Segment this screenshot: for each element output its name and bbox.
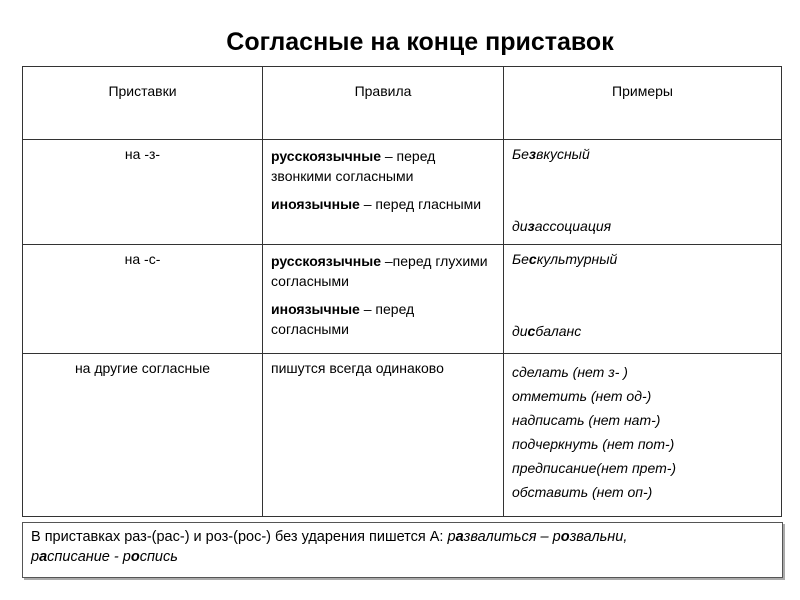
prefix-cell: на -с- bbox=[23, 245, 263, 354]
table-row bbox=[23, 245, 782, 354]
example-cell bbox=[504, 245, 782, 354]
table-row bbox=[23, 140, 782, 245]
rule-text: – перед звонкими согласными bbox=[271, 148, 436, 184]
note-text: В приставках раз-(рас-) и роз-(рос-) без ударения пишется А: bbox=[31, 529, 448, 545]
note-examples: развалиться – розвальни, расписание - роспись bbox=[31, 529, 628, 565]
example-word: сделать (нет з- ) bbox=[512, 364, 628, 380]
example-word: дизассоциация bbox=[512, 218, 612, 234]
table-header-row bbox=[23, 67, 782, 140]
example-word: Бескультурный bbox=[512, 251, 618, 267]
rule-bold: русскоязычные bbox=[271, 148, 381, 164]
rule-cell: пишутся всегда одинаково bbox=[263, 354, 504, 517]
example-word: дисбаланс bbox=[512, 323, 582, 339]
rule-cell bbox=[263, 140, 504, 245]
header-examples: Примеры bbox=[504, 67, 782, 140]
table-row bbox=[23, 354, 782, 517]
rule-text: – перед согласными bbox=[271, 301, 415, 337]
rule-text: –перед глухими согласными bbox=[271, 253, 488, 289]
example-cell bbox=[504, 354, 782, 517]
header-rules: Правила bbox=[263, 67, 504, 140]
example-word: обставить (нет оп-) bbox=[512, 484, 653, 500]
rule-bold: иноязычные bbox=[271, 301, 360, 317]
page-title: Согласные на конце приставок bbox=[226, 28, 614, 56]
rule-cell bbox=[263, 245, 504, 354]
example-word: отметить (нет од-) bbox=[512, 388, 652, 404]
prefix-cell: на -з- bbox=[23, 140, 263, 245]
note-box bbox=[22, 522, 783, 578]
example-word: Безвкусный bbox=[512, 146, 590, 162]
example-word: предписание(нет прет-) bbox=[512, 460, 677, 476]
rule-bold: русскоязычные bbox=[271, 253, 381, 269]
rule-text: – перед гласными bbox=[359, 196, 482, 212]
prefix-cell: на другие согласные bbox=[23, 354, 263, 517]
rule-bold: иноязычные bbox=[271, 196, 360, 212]
header-prefixes: Приставки bbox=[23, 67, 263, 140]
example-cell bbox=[504, 140, 782, 245]
example-word: подчеркнуть (нет пот-) bbox=[512, 436, 675, 452]
example-word: надписать (нет нат-) bbox=[512, 412, 661, 428]
prefix-table bbox=[22, 66, 782, 517]
